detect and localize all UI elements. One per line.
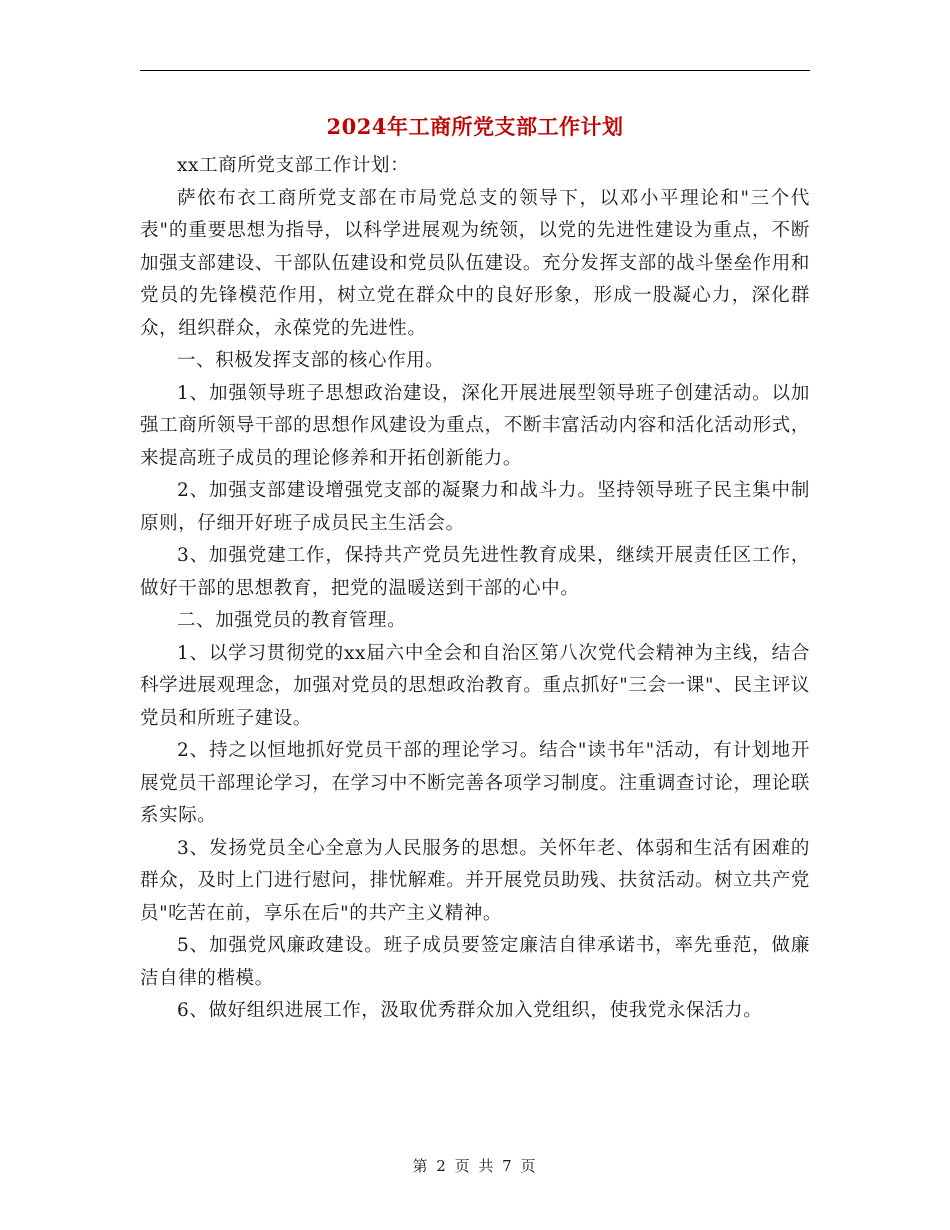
- paragraph-item: 5、加强党风廉政建设。班子成员要签定廉洁自律承诺书，率先垂范，做廉洁自律的楷模。: [140, 935, 810, 989]
- section-heading-1: 一、积极发挥支部的核心作用。: [177, 350, 445, 371]
- section-heading-2: 二、加强党员的教育管理。: [177, 610, 407, 631]
- paragraph-intro: 萨依布衣工商所党支部在市局党总支的领导下，以邓小平理论和"三个代表"的重要思想为指导，以科学进展观为统领，以党的先进性建设为重点，不断加强支部建设、干部队伍建设和党员队伍建设。充分发挥支部的战斗堡垒作用和党员的先锋模范作用，树立党在群众中的良好形象，形成一股凝心力，深化群众，组织群众，永葆党的先进性。: [140, 187, 810, 339]
- paragraph-heading: xx工商所党支部工作计划：: [177, 155, 410, 176]
- paragraph-item: 3、加强党建工作，保持共产党员先进性教育成果，继续开展责任区工作，做好干部的思想教育，把党的温暖送到干部的心中。: [140, 545, 810, 599]
- page-number-footer: 第 2 页 共 7 页: [412, 1157, 538, 1175]
- document-title: 2024年工商所党支部工作计划: [326, 114, 624, 139]
- paragraph-item: 3、发扬党员全心全意为人民服务的思想。关怀年老、体弱和生活有困难的群众，及时上门进行慰问，排忧解难。并开展党员助残、扶贫活动。树立共产党员"吃苦在前，享乐在后"的共产主义精神。: [140, 837, 810, 924]
- paragraph-item: 6、做好组织进展工作，汲取优秀群众加入党组织，使我党永保活力。: [177, 1000, 763, 1021]
- paragraph-item: 2、持之以恒地抓好党员干部的理论学习。结合"读书年"活动，有计划地开展党员干部理论学习，在学习中不断完善各项学习制度。注重调查讨论，理论联系实际。: [140, 740, 810, 826]
- header-rule: [140, 70, 810, 71]
- document-body: [140, 150, 810, 1028]
- paragraph-item: 1、以学习贯彻党的xx届六中全会和自治区第八次党代会精神为主线，结合科学进展观理念，加强对党员的思想政治教育。重点抓好"三会一课"、民主评议党员和所班子建设。: [140, 642, 810, 729]
- paragraph-item: 2、加强支部建设增强党支部的凝聚力和战斗力。坚持领导班子民主集中制原则，仔细开好班子成员民主生活会。: [140, 480, 810, 534]
- paragraph-item: 1、加强领导班子思想政治建设，深化开展进展型领导班子创建活动。以加强工商所领导干部的思想作风建设为重点，不断丰富活动内容和活化活动形式，来提高班子成员的理论修养和开拓创新能力。: [140, 382, 810, 469]
